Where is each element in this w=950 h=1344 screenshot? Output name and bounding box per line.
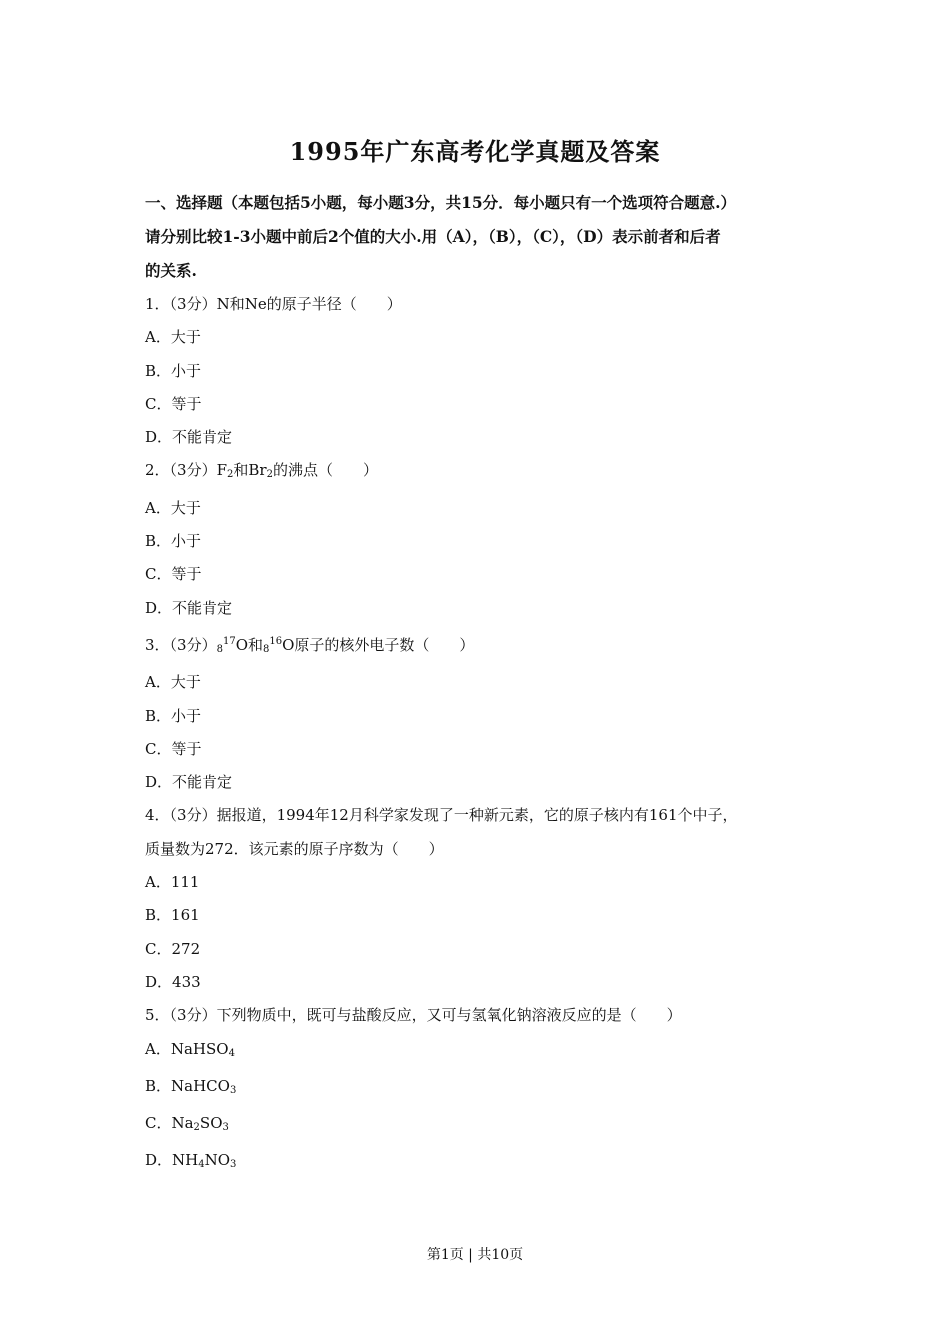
q5-subscript: 3 — [229, 1084, 237, 1096]
question-5-option-d — [145, 1144, 815, 1181]
question-5-option-a — [145, 1033, 815, 1070]
question-3-option-d: D．不能肯定 — [145, 773, 233, 792]
q3-text: O原子的核外电子数（ ） — [282, 635, 475, 654]
q5-text: B．NaHCO — [145, 1076, 230, 1095]
q3-subscript: 8 — [263, 643, 270, 655]
question-4-stem: 质量数为272．该元素的原子序数为（ ） — [145, 839, 444, 858]
q5-subscript: 3 — [222, 1122, 229, 1134]
question-2-option-b: B．小于 — [145, 532, 202, 551]
page-title: 1995年广东高考化学真题及答案 — [289, 137, 661, 166]
question-3-option-b: B．小于 — [145, 706, 202, 725]
q5-subscript: 4 — [198, 1159, 205, 1171]
question-1-option-c: C．等于 — [145, 394, 202, 413]
q5-subscript: 3 — [230, 1159, 237, 1171]
question-4-option-b: B．161 — [145, 906, 200, 925]
question-2-option-d: D．不能肯定 — [145, 598, 233, 617]
q5-text: NO — [204, 1151, 231, 1170]
question-2-stem — [145, 454, 815, 491]
q5-subscript: 4 — [228, 1047, 235, 1059]
section-heading: 一、选择题（本题包括5小题，每小题3分，共15分．每小题只有一个选项符合题意.） — [145, 193, 737, 212]
question-1-stem: 1．（3分）N和Ne的原子半径（ ） — [145, 295, 402, 313]
question-5-option-c — [145, 1107, 815, 1144]
question-3-option-c: C．等于 — [145, 739, 202, 758]
question-5-option-b — [145, 1070, 815, 1107]
q2-text: 2．（3分）F — [145, 461, 227, 480]
document-body — [145, 186, 815, 1182]
q5-text: A．NaHSO — [145, 1039, 229, 1058]
q3-text: O和 — [235, 635, 264, 654]
instruction-line: 请分别比较1-3小题中前后2个值的大小.用（A），（B），（C），（D）表示前者和后者 — [145, 227, 721, 246]
question-4-stem: 4．（3分）据报道，1994年12月科学家发现了一种新元素，它的原子核内有161个中子， — [145, 806, 738, 825]
instruction-line: 的关系. — [145, 261, 197, 280]
question-5-stem: 5．（3分）下列物质中，既可与盐酸反应，又可与氢氧化钠溶液反应的是（ ） — [145, 1006, 682, 1025]
q3-subscript: 8 — [216, 643, 223, 655]
question-2-option-c: C．等于 — [145, 565, 202, 584]
q5-text: D．NH — [145, 1151, 199, 1170]
q3-superscript: 17 — [222, 635, 236, 647]
q3-text: 3．（3分） — [145, 635, 217, 654]
question-3-stem — [145, 625, 815, 666]
q2-subscript: 2 — [227, 469, 234, 481]
page-footer: 第1页 | 共10页 — [426, 1247, 524, 1263]
q5-text: SO — [199, 1114, 223, 1133]
q2-text: 的沸点（ ） — [272, 461, 378, 480]
question-1-option-b: B．小于 — [145, 361, 202, 380]
question-4-option-d: D．433 — [145, 972, 201, 991]
q2-text: 和Br — [233, 461, 267, 480]
q3-superscript: 16 — [269, 635, 283, 647]
q2-subscript: 2 — [266, 469, 273, 481]
q5-text: C．Na — [145, 1114, 194, 1133]
question-1-option-d: D．不能肯定 — [145, 428, 233, 447]
question-4-option-a: A．111 — [145, 873, 200, 892]
question-3-option-a: A．大于 — [145, 673, 201, 692]
question-1-option-a: A．大于 — [145, 328, 201, 347]
question-4-option-c: C．272 — [145, 939, 201, 958]
q5-subscript: 2 — [193, 1122, 200, 1134]
question-2-option-a: A．大于 — [145, 498, 201, 517]
